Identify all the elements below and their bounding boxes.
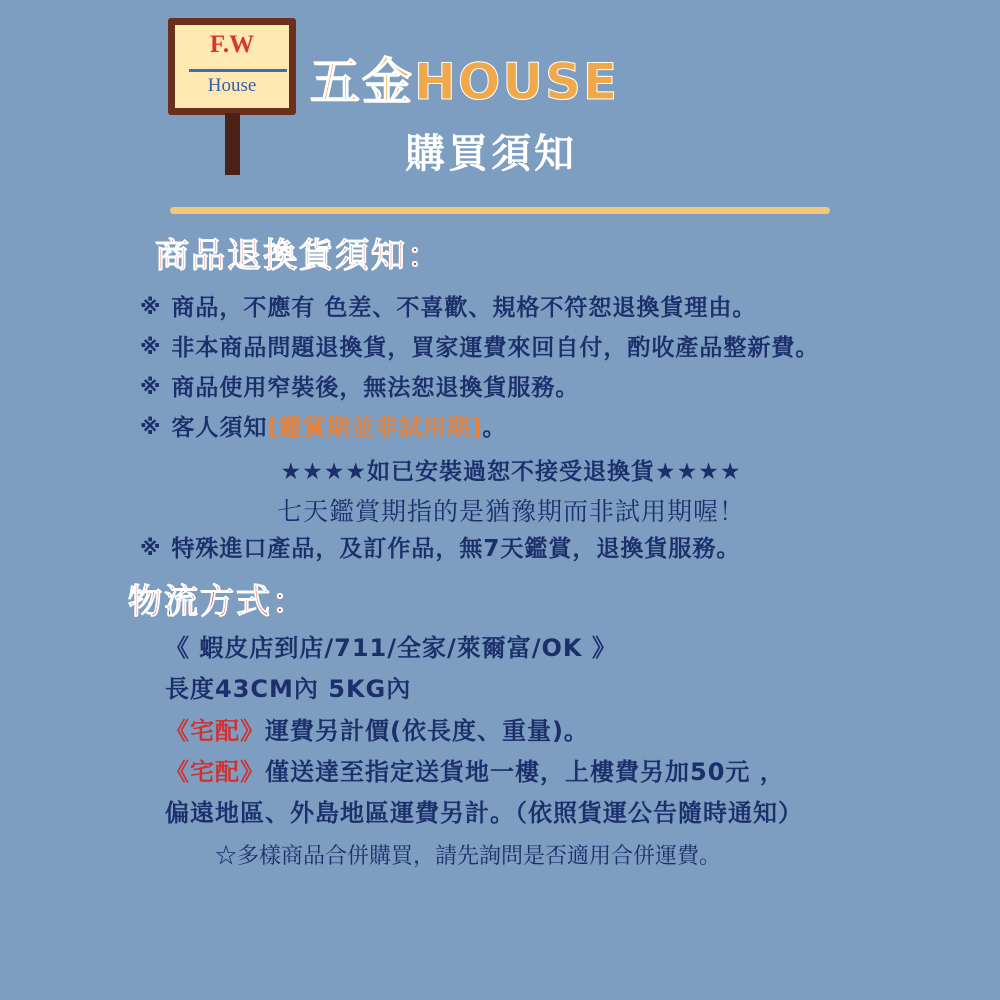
shipping-line — [165, 757, 1000, 788]
list-item-text — [171, 413, 506, 444]
bullet-icon: ※ — [140, 295, 162, 319]
shipping-highlight: 《宅配》 — [165, 716, 265, 745]
list-item-suffix: 。 — [482, 415, 507, 442]
logistics-heading: 物流方式： — [128, 582, 308, 623]
list-item-text: 非本商品問題退換貨，買家運費來回自付，酌收產品整新費。 — [171, 335, 820, 362]
header — [0, 0, 1000, 200]
shipping-text: 運費另計價(依長度、重量)。 — [265, 716, 589, 745]
list-item — [140, 373, 1000, 404]
list-item — [140, 333, 1000, 364]
shipping-line: 偏遠地區、外島地區運費另計。（依照貨運公告隨時通知） — [165, 798, 803, 827]
header-divider — [170, 207, 830, 214]
shipping-highlight: 《宅配》 — [165, 757, 265, 786]
logo-pole — [225, 113, 240, 175]
notice-seven-day-line: 七天鑑賞期指的是猶豫期而非試用期喔！ — [276, 499, 745, 527]
shipping-line: 長度43CM內 5KG內 — [165, 675, 412, 704]
bullet-icon: ※ — [140, 335, 162, 360]
footer-note: ☆多樣商品合併購買，請先詢問是否適用合併運費。 — [215, 843, 722, 869]
bullet-icon: ※ — [140, 415, 162, 440]
page-subtitle: 購買須知 — [405, 131, 577, 177]
list-item-text: 特殊進口產品，及訂作品，無7天鑑賞，退換貨服務。 — [171, 536, 741, 563]
list-item-text: 商品使用窄裝後，無法恕退換貨服務。 — [171, 375, 580, 402]
logo-house-text: House — [207, 75, 257, 96]
logo-fw-text: F.W — [209, 31, 255, 58]
shipping-text: 僅送達至指定送貨地一樓，上樓費另加50元 ， — [265, 757, 785, 786]
list-item — [140, 534, 1000, 565]
list-item-text: 商品，不應有 色差、不喜歡、規格不符恕退換貨理由。 — [171, 295, 757, 321]
shipping-line: 《 蝦皮店到店/711/全家/萊爾富/OK 》 — [165, 634, 617, 663]
return-policy-heading: 商品退換貨須知： — [155, 236, 443, 276]
list-item-prefix: 客人須知 — [171, 415, 268, 442]
notice-star-line: ★★★★如已安裝過恕不接受退換貨★★★★ — [280, 459, 742, 486]
shipping-line — [165, 716, 1000, 747]
signboard-icon — [168, 10, 308, 185]
list-item — [140, 293, 1000, 324]
list-item-highlight: [鑑賞期並非試用期] — [267, 415, 483, 442]
brand-title: 五金HOUSE — [310, 53, 620, 111]
bullet-icon: ※ — [140, 536, 162, 561]
list-item — [140, 413, 1000, 444]
main-content — [0, 228, 1000, 870]
logo-board — [168, 18, 296, 115]
bullet-icon: ※ — [140, 375, 162, 400]
logo-divider — [189, 69, 287, 72]
